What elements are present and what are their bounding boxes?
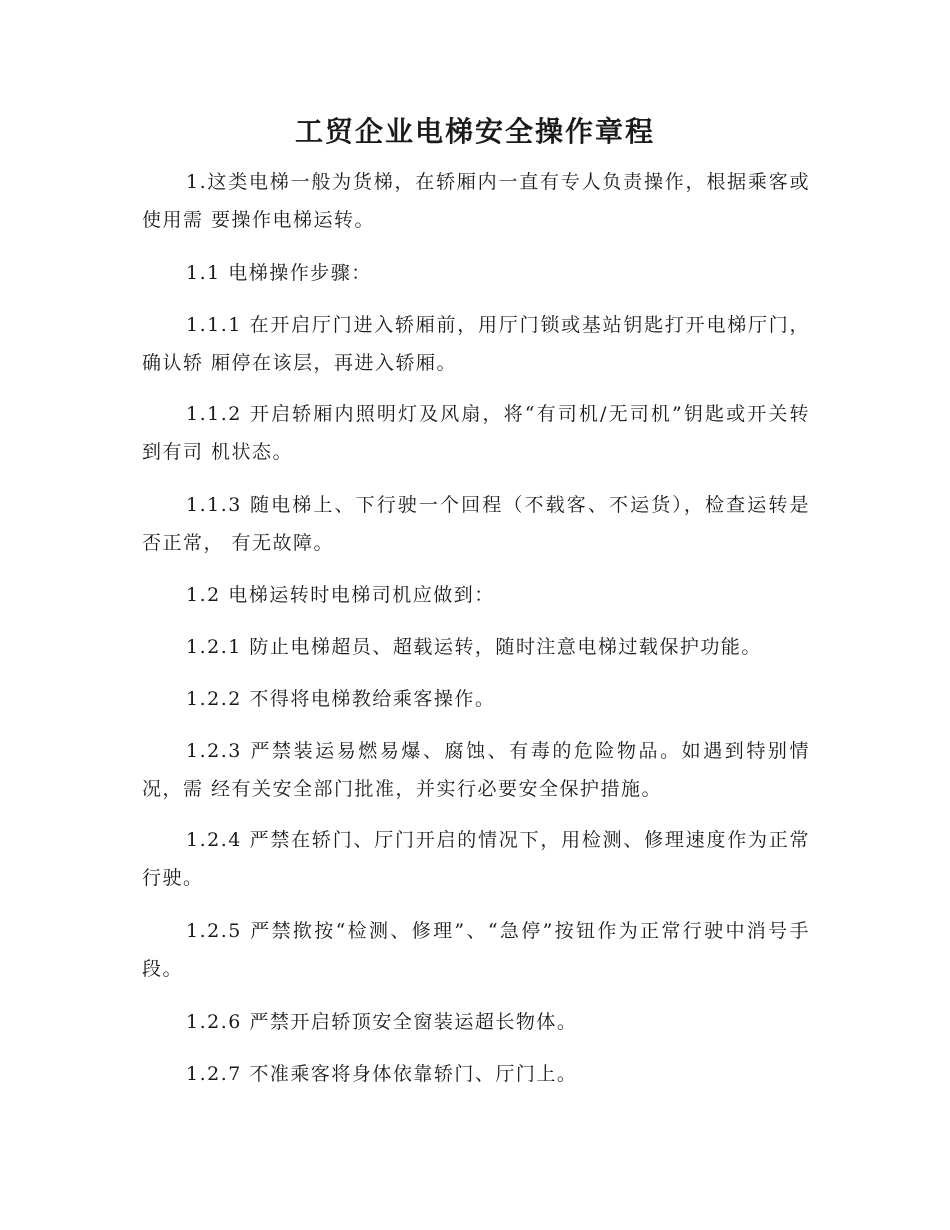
paragraph-1-1-3: 1.1.3 随电梯上、下行驶一个回程（不载客、不运货），检查运转是否正常， 有无故障。	[142, 494, 810, 554]
paragraph-1-1-2: 1.1.2 开启轿厢内照明灯及风扇，将“有司机/无司机”钥匙或开关转到有司 机状态。	[142, 403, 810, 463]
paragraph-1-2-7: 1.2.7 不准乘客将身体依靠轿门、厅门上。	[186, 1063, 578, 1085]
paragraph-1-2-6: 1.2.6 严禁开启轿顶安全窗装运超长物体。	[186, 1011, 578, 1033]
paragraph-1: 1.这类电梯一般为货梯，在轿厢内一直有专人负责操作，根据乘客或使用需 要操作电梯运转。	[142, 171, 810, 231]
paragraph-1-2-2: 1.2.2 不得将电梯教给乘客操作。	[186, 688, 496, 710]
paragraph-1-2-5: 1.2.5 严禁揿按“检测、修理”、“急停”按钮作为正常行驶中消号手段。	[142, 920, 810, 980]
document-title: 工贸企业电梯安全操作章程	[294, 115, 655, 148]
paragraph-1-2-4: 1.2.4 严禁在轿门、厅门开启的情况下，用检测、修理速度作为正常行驶。	[142, 829, 810, 889]
paragraph-1-2-3: 1.2.3 严禁装运易燃易爆、腐蚀、有毒的危险物品。如遇到特别情况，需 经有关安全部门批准，并实行必要安全保护措施。	[142, 740, 810, 800]
paragraph-1-1: 1.1 电梯操作步骤：	[186, 262, 372, 284]
paragraph-1-2: 1.2 电梯运转时电梯司机应做到：	[186, 584, 495, 606]
paragraph-1-2-1: 1.2.1 防止电梯超员、超载运转，随时注意电梯过载保护功能。	[186, 636, 762, 658]
paragraph-1-1-1: 1.1.1 在开启厅门进入轿厢前，用厅门锁或基站钥匙打开电梯厅门，确认轿 厢停在该层，再进入轿厢。	[142, 314, 810, 374]
